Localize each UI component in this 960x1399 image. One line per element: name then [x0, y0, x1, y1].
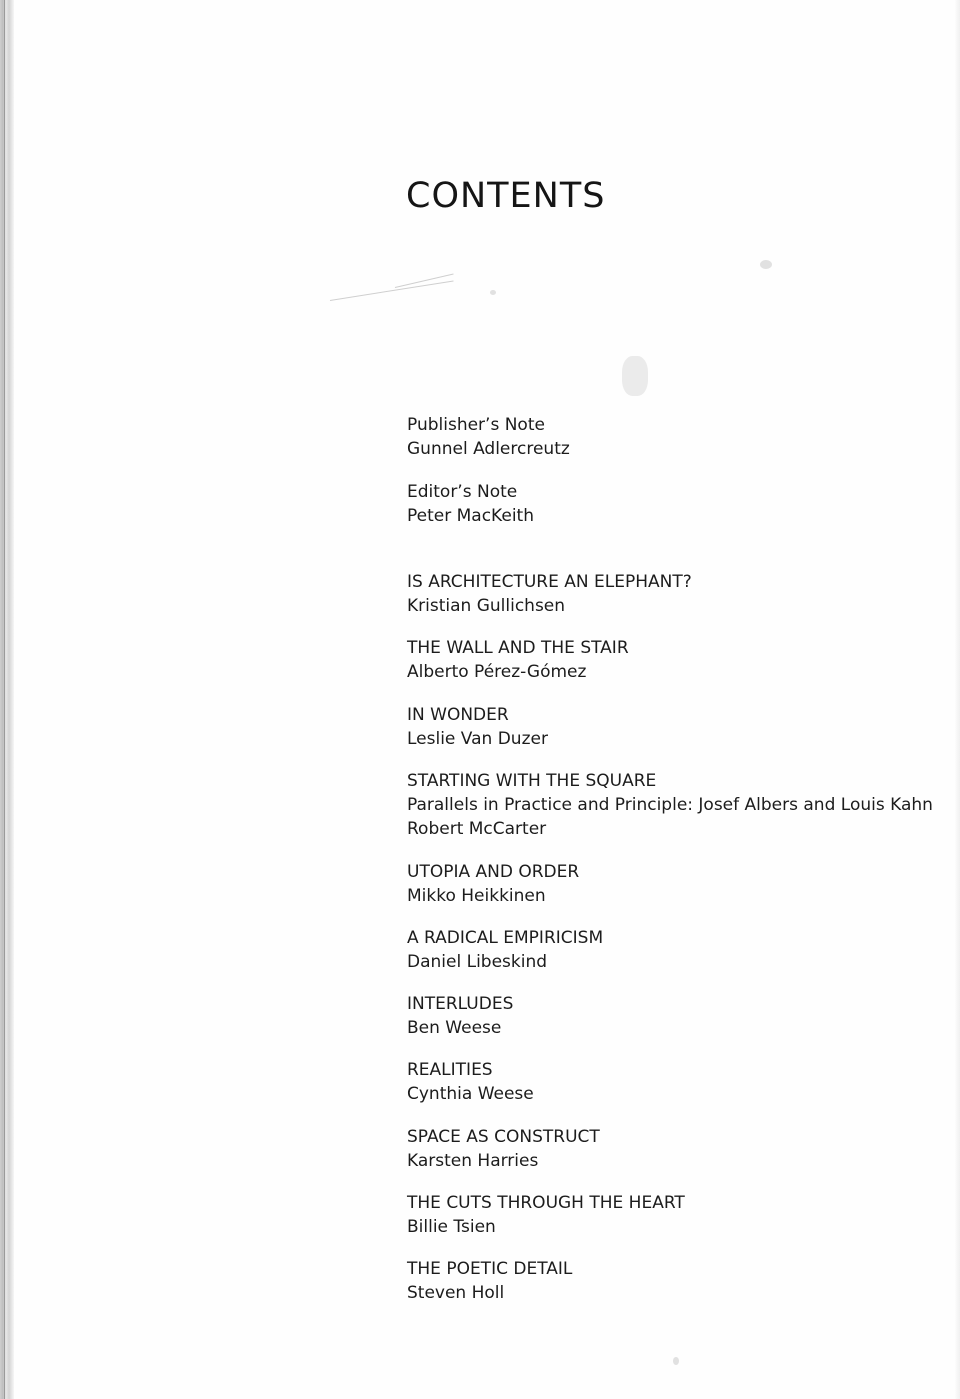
scan-speck [673, 1357, 679, 1365]
toc-entry-subtitle: Parallels in Practice and Principle: Josef Albers and Louis Kahn [407, 795, 933, 815]
toc-entry-author: Karsten Harries [407, 1151, 539, 1171]
toc-entry [407, 1125, 947, 1173]
toc-entry [407, 570, 947, 618]
toc-entry-title: UTOPIA AND ORDER [407, 862, 580, 882]
binding-line [4, 0, 5, 1399]
binding-edge [0, 0, 14, 1399]
toc-entry-title: IN WONDER [407, 705, 509, 725]
toc-entry-author: Robert McCarter [407, 819, 547, 839]
toc-entry-author: Steven Holl [407, 1283, 505, 1303]
toc-entry-author: Billie Tsien [407, 1217, 496, 1237]
toc-entry-author: Cynthia Weese [407, 1084, 534, 1104]
toc-entry-title: A RADICAL EMPIRICISM [407, 928, 604, 948]
scan-speck [760, 260, 772, 269]
toc-entry-author: Peter MacKeith [407, 506, 534, 526]
scan-speck [490, 290, 496, 295]
scan-scratch [330, 280, 454, 301]
toc-entry-author: Ben Weese [407, 1018, 502, 1038]
page-title: CONTENTS [406, 176, 606, 216]
toc-entry-title: INTERLUDES [407, 994, 514, 1014]
toc-entry [407, 992, 947, 1040]
toc-entry-title: SPACE AS CONSTRUCT [407, 1127, 600, 1147]
toc-entry [407, 1058, 947, 1106]
toc-entry-title: Editor’s Note [407, 482, 518, 502]
toc-entry-author: Kristian Gullichsen [407, 596, 566, 616]
toc-entry [407, 926, 947, 974]
toc-entry [407, 636, 947, 684]
toc-entry-author: Leslie Van Duzer [407, 729, 548, 749]
toc-entry-title: THE POETIC DETAIL [407, 1259, 573, 1279]
toc-entry [407, 860, 947, 908]
toc-entry [407, 480, 947, 528]
toc-entry-title: STARTING WITH THE SQUARE [407, 771, 657, 791]
toc-entry-title: THE CUTS THROUGH THE HEART [407, 1193, 685, 1213]
toc-entry [407, 703, 947, 751]
toc-entry [407, 1191, 947, 1239]
page-edge [954, 0, 960, 1399]
toc-entry-title: IS ARCHITECTURE AN ELEPHANT? [407, 572, 692, 592]
toc-entry-title: Publisher’s Note [407, 415, 545, 435]
toc-entry-author: Gunnel Adlercreutz [407, 439, 570, 459]
toc-entry [407, 769, 947, 841]
toc-entry [407, 1257, 947, 1305]
toc-entry-title: THE WALL AND THE STAIR [407, 638, 629, 658]
scan-speck [622, 356, 648, 396]
toc-entry-author: Mikko Heikkinen [407, 886, 546, 906]
toc-entry-author: Daniel Libeskind [407, 952, 548, 972]
toc-entry-title: REALITIES [407, 1060, 493, 1080]
toc-entry [407, 413, 947, 461]
toc-entry-author: Alberto Pérez-Gómez [407, 662, 587, 682]
